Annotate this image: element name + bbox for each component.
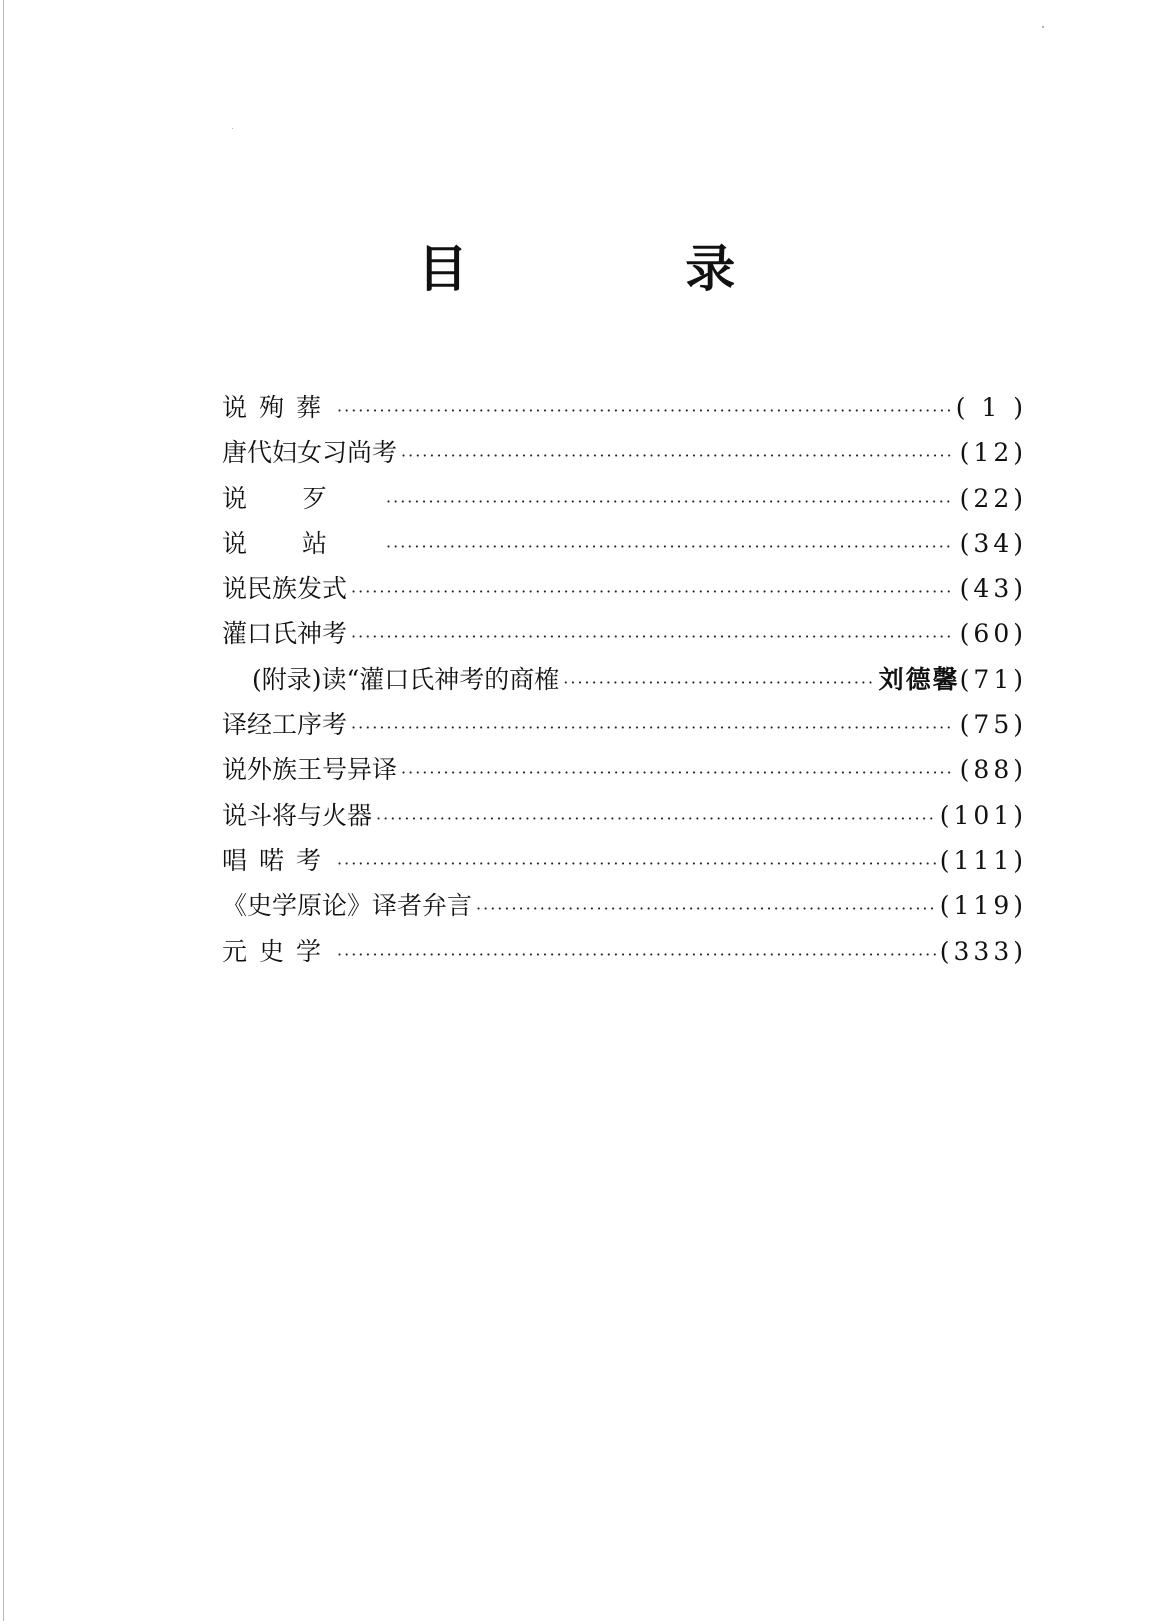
toc-entry[interactable]	[222, 476, 1027, 521]
toc-entry[interactable]	[222, 430, 1027, 475]
toc-dot-leader	[337, 388, 952, 430]
toc-entry[interactable]	[222, 385, 1027, 430]
toc-dot-leader	[376, 796, 936, 838]
toc-entry-title: 灌口氏神考	[222, 619, 348, 649]
toc-entry[interactable]	[222, 883, 1027, 928]
toc-entry-title: 说斗将与火器	[222, 800, 373, 830]
table-of-contents	[222, 385, 1027, 974]
toc-entry-author: 刘德馨	[878, 664, 960, 694]
toc-entry-title: 译经工序考	[222, 710, 348, 740]
toc-page-number: (333)	[939, 936, 1027, 966]
toc-dot-leader	[337, 932, 936, 974]
toc-entry-title: 唱喏考	[222, 845, 334, 875]
toc-page-number: (88)	[959, 755, 1027, 785]
toc-dot-leader	[476, 886, 936, 928]
toc-entry-title: 元史学	[222, 936, 334, 966]
toc-entry-title: 说站	[222, 528, 383, 558]
toc-entry[interactable]	[222, 521, 1027, 566]
toc-page-number: (71)	[959, 664, 1027, 694]
toc-entry-title: 唐代妇女习尚考	[222, 438, 398, 468]
toc-entry[interactable]	[222, 611, 1027, 656]
toc-page-number: (111)	[939, 845, 1027, 875]
toc-page-number: (101)	[939, 800, 1027, 830]
toc-page-number: (34)	[959, 528, 1027, 558]
toc-dot-leader	[351, 614, 953, 656]
toc-entry-title: 《史学原论》译者弁言	[222, 891, 473, 921]
toc-entry-title: 说外族王号异译	[222, 755, 398, 785]
toc-dot-leader	[337, 841, 936, 883]
toc-page-number: (60)	[959, 619, 1027, 649]
toc-page-number: ( 1 )	[955, 393, 1027, 422]
toc-dot-leader	[401, 433, 953, 475]
toc-entry[interactable]	[222, 838, 1027, 883]
toc-dot-leader	[563, 660, 874, 702]
toc-entry-title: 说民族发式	[222, 574, 348, 604]
toc-entry-title: 说歹	[222, 483, 383, 513]
toc-entry[interactable]	[222, 566, 1027, 611]
toc-page-number: (22)	[959, 483, 1027, 513]
toc-page-number: (119)	[939, 891, 1027, 921]
scan-speck	[1042, 26, 1044, 28]
toc-entry[interactable]	[222, 702, 1027, 747]
toc-dot-leader	[351, 569, 953, 611]
toc-page-number: (43)	[959, 574, 1027, 604]
toc-entry[interactable]	[222, 793, 1027, 838]
toc-dot-leader	[386, 479, 953, 521]
toc-dot-leader	[351, 705, 953, 747]
toc-entry[interactable]	[222, 747, 1027, 792]
toc-page-number: (75)	[959, 710, 1027, 740]
toc-entry-appendix[interactable]	[222, 657, 1027, 702]
toc-entry-title: (附录)读“灌口氏神考的商榷	[252, 664, 560, 694]
toc-dot-leader	[401, 750, 953, 792]
toc-entry-title: 说殉葬	[222, 393, 334, 422]
toc-entry[interactable]	[222, 929, 1027, 974]
scan-speck	[232, 128, 233, 129]
toc-page-number: (12)	[959, 438, 1027, 468]
toc-dot-leader	[386, 524, 953, 566]
page-title: 目 录	[417, 239, 836, 298]
